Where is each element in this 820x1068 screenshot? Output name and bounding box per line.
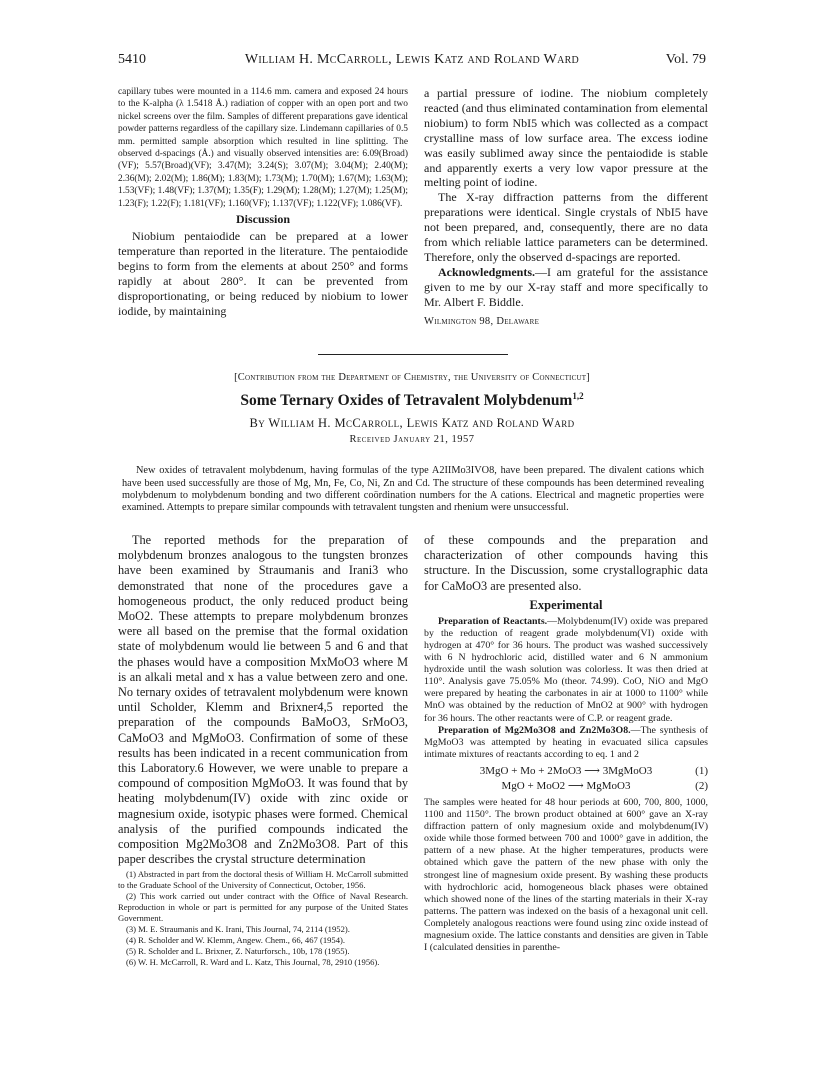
footnote-4: (4) R. Scholder and W. Klemm, Angew. Chem., 66, 467 (1954). xyxy=(126,935,346,946)
contribution-line: [Contribution from the Department of Chemistry, the University of Connecticut] xyxy=(234,372,590,383)
footnote-2: (2) This work carried out under contract with the Office of Naval Research. Reproduction in whole or part is permitted for any purpose of the United States Government. xyxy=(118,891,408,924)
preparation-mg-zn-label: Preparation of Mg2Mo3O8 and Zn2Mo3O8. xyxy=(438,724,631,736)
running-head xyxy=(118,52,706,72)
title-footnote-marker: 1,2 xyxy=(572,391,584,401)
intro-continuation: of these compounds and the preparation and characterization of other compounds having this structure. In the Discussion, some crystallographic data for CaMoO3 are presented also. xyxy=(424,533,708,593)
equation-2-formula: MgO + MoO2 ⟶ MgMoO3 xyxy=(501,779,631,792)
equation-1-number: (1) xyxy=(695,764,708,777)
preparation-reactants-text: —Molybdenum(IV) oxide was prepared by the reduction of reagent grade molybdenum(VI) oxide with hydrogen at 470° for 36 hours. The product was washed successively with 6 N hydrochloric acid, distilled water and 6 N ammonium hydroxide until the wash solution was colorless. It was then dried at 110°. Analysis gave 75.05% Mo (theor. 74.99). CoO, NiO and MgO were prepared by heating the carbonates in air at 1000 to 1100° while MnO was obtained by the reduction of MnO2 at 900° with hydrogen for 36 hours. The other reactants were of C.P. or reagent grade. xyxy=(424,615,708,724)
acknowledgments-text: —I am grateful for the assistance given to me by our X-ray staff and more specifically to Mr. Albert F. Biddle. xyxy=(424,264,708,309)
author-affiliation: Wilmington 98, Delaware xyxy=(424,315,540,327)
article-divider xyxy=(318,354,508,355)
footnotes xyxy=(118,869,408,968)
equation-1-formula: 3MgO + Mo + 2MoO3 ⟶ 3MgMoO3 xyxy=(479,764,653,777)
preparation-reactants-label: Preparation of Reactants. xyxy=(438,615,548,627)
article-title xyxy=(118,391,706,410)
article-title-text: Some Ternary Oxides of Tetravalent Molybdenum xyxy=(240,392,573,410)
received-date: Received January 21, 1957 xyxy=(349,434,475,445)
xray-paragraph: The X-ray diffraction patterns from the different preparations were identical. Single crystals of NbI5 have not been prepared, and, consequently, there are no data from which reliable lattice parameters can be determined. Therefore, only the observed d-spacings are reported. xyxy=(424,190,708,264)
footnote-6: (6) W. H. McCarroll, R. Ward and L. Katz, This Journal, 78, 2910 (1956). xyxy=(126,957,380,968)
previous-article-right-column xyxy=(424,86,708,327)
running-head-authors: William H. McCarroll, Lewis Katz and Roland Ward xyxy=(244,52,580,67)
xray-data-paragraph: capillary tubes were mounted in a 114.6 mm. camera and exposed 24 hours to the K-alpha (λ 1.5418 Å.) radiation of copper with an open port and two nickel screens over the film. Samples of different preparations gave identical powder patterns regardless of the capillary size. Lindemann capillaries of 0.5 mm. permitted sample absorption which resulted in line splitting. The observed d-spacings (Å.) and visually observed intensities are: 6.09(Broad)(VF); 5.57(Broad)(VF); 3.47(M); 3.24(S); 3.07(M); 3.04(M); 2.40(M); 2.36(M); 2.02(M); 1.86(M); 1.83(M); 1.73(M); 1.70(M); 1.67(M); 1.63(M); 1.53(VF); 1.48(VF); 1.37(M); 1.35(F); 1.29(M); 1.28(M); 1.27(M); 1.25(M); 1.23(F); 1.22(F); 1.181(VF); 1.160(VF); 1.137(VF); 1.122(VF); 1.086(VF). xyxy=(118,87,408,209)
article-byline: By William H. McCarroll, Lewis Katz and Roland Ward xyxy=(249,416,575,430)
introduction-paragraph: The reported methods for the preparation of molybdenum bronzes analogous to the tungsten bronzes have been examined by Straumanis and Irani3 who demonstrated that none of the procedures gave a homogeneous product, the only reduced product being MoO2. These attempts to prepare molybdenum bronzes were all based on the premise that the formal oxidation state of molybdenum would lie between 5 and 6 and that the phases would have a composition MxMoO3 where M is an alkali metal and x has a value between zero and one. No ternary oxides of tetravalent molybdenum were known until Scholder, Klemm and Brixner4,5 reported the preparation of the compounds BaMoO3, SrMoO3, CaMoO3 and MgMoO3. Confirmation of some of these results has been indicated in a recent communication from this Laboratory.6 However, we were unable to prepare a compound of composition MgMoO3. It was found that by heating molybdenum(IV) oxide with zinc oxide or magnesium oxide, isotypic phases were formed. Chemical analysis of the purified compounds indicated the composition Mg2Mo3O8 and Zn2Mo3O8. Part of this paper describes the crystal structure determination xyxy=(118,533,408,867)
article-left-column xyxy=(118,533,408,968)
heating-results-paragraph: The samples were heated for 48 hour periods at 600, 700, 800, 1000, 1100 and 1150°. The brown product obtained at 600° gave an X-ray diffraction pattern of only magnesium oxide and molybdenum(IV) oxide while those formed between 700 and 1000° gave in addition, the pattern of a new phase. At the higher temperatures, products were obtained which gave the pattern of the new phase with only the strongest line of magnesium oxide present. By washing these products with hydrochloric acid, homogeneous black phases were obtained which showed none of the lines of the starting materials in their X-ray patterns. The pattern was indexed on the basis of a hexagonal unit cell. Completely analogous reactions were found using zinc oxide instead of magnesium oxide. The lattice constants and densities are given in Table I (calculated densities in parenthe- xyxy=(424,796,708,954)
footnote-5: (5) R. Scholder and L. Brixner, Z. Naturforsch., 10b, 178 (1955). xyxy=(126,946,350,957)
preparation-reactants-paragraph xyxy=(424,616,708,725)
acknowledgments-label: Acknowledgments. xyxy=(438,264,536,279)
discussion-paragraph: Niobium pentaiodide can be prepared at a lower temperature than reported in the literature. The pentaiodide begins to form from the elements at about 250° and forms rapidly at about 280°. It can be prevented from disproportionating, or being reduced by niobium to lower iodide, by maintaining xyxy=(118,229,408,318)
acknowledgments-paragraph xyxy=(424,265,708,310)
previous-article-left-column xyxy=(118,86,408,319)
equation-2-number: (2) xyxy=(695,779,708,792)
discussion-heading: Discussion xyxy=(235,212,291,227)
equation-1 xyxy=(424,764,708,779)
iodine-paragraph: a partial pressure of iodine. The niobium completely reacted (and thus eliminated contamination from elemental niobium) to form NbI5 which was collected as a compact crystalline mass of low surface area. The excess iodine was easily sublimed away since the pentaiodide is stable and apparently exerts a very low vapor pressure at the melting point of iodine. xyxy=(424,86,708,190)
equation-2 xyxy=(424,779,708,794)
volume-number: Vol. 79 xyxy=(665,52,706,67)
page-number: 5410 xyxy=(118,52,146,67)
footnote-3: (3) M. E. Straumanis and K. Irani, This Journal, 74, 2114 (1952). xyxy=(126,924,350,935)
preparation-mg-zn-paragraph xyxy=(424,725,708,761)
article-right-column xyxy=(424,533,708,954)
experimental-heading: Experimental xyxy=(529,597,603,612)
article-abstract: New oxides of tetravalent molybdenum, having formulas of the type A2IIMo3IVO8, have been prepared. The divalent cations which have been used successfully are those of Mg, Mn, Fe, Co, Ni, Zn and Cd. The structure of these compounds has been determined revealing molybdenum to molybdenum bonding and two different coördination numbers for the A cations. Electrical and magnetic properties were examined. Attempts to prepare similar compounds with tetravalent tungsten and rhenium were unsuccessful. xyxy=(122,465,704,514)
footnote-1: (1) Abstracted in part from the doctoral thesis of William H. McCarroll submitted to the Graduate School of the University of Connecticut, October, 1956. xyxy=(118,869,408,891)
preparation-mg-zn-text: —The synthesis of MgMoO3 was attempted by heating in evacuated silica capsules intimate mixtures of reactants according to eq. 1 and 2 xyxy=(424,724,708,760)
